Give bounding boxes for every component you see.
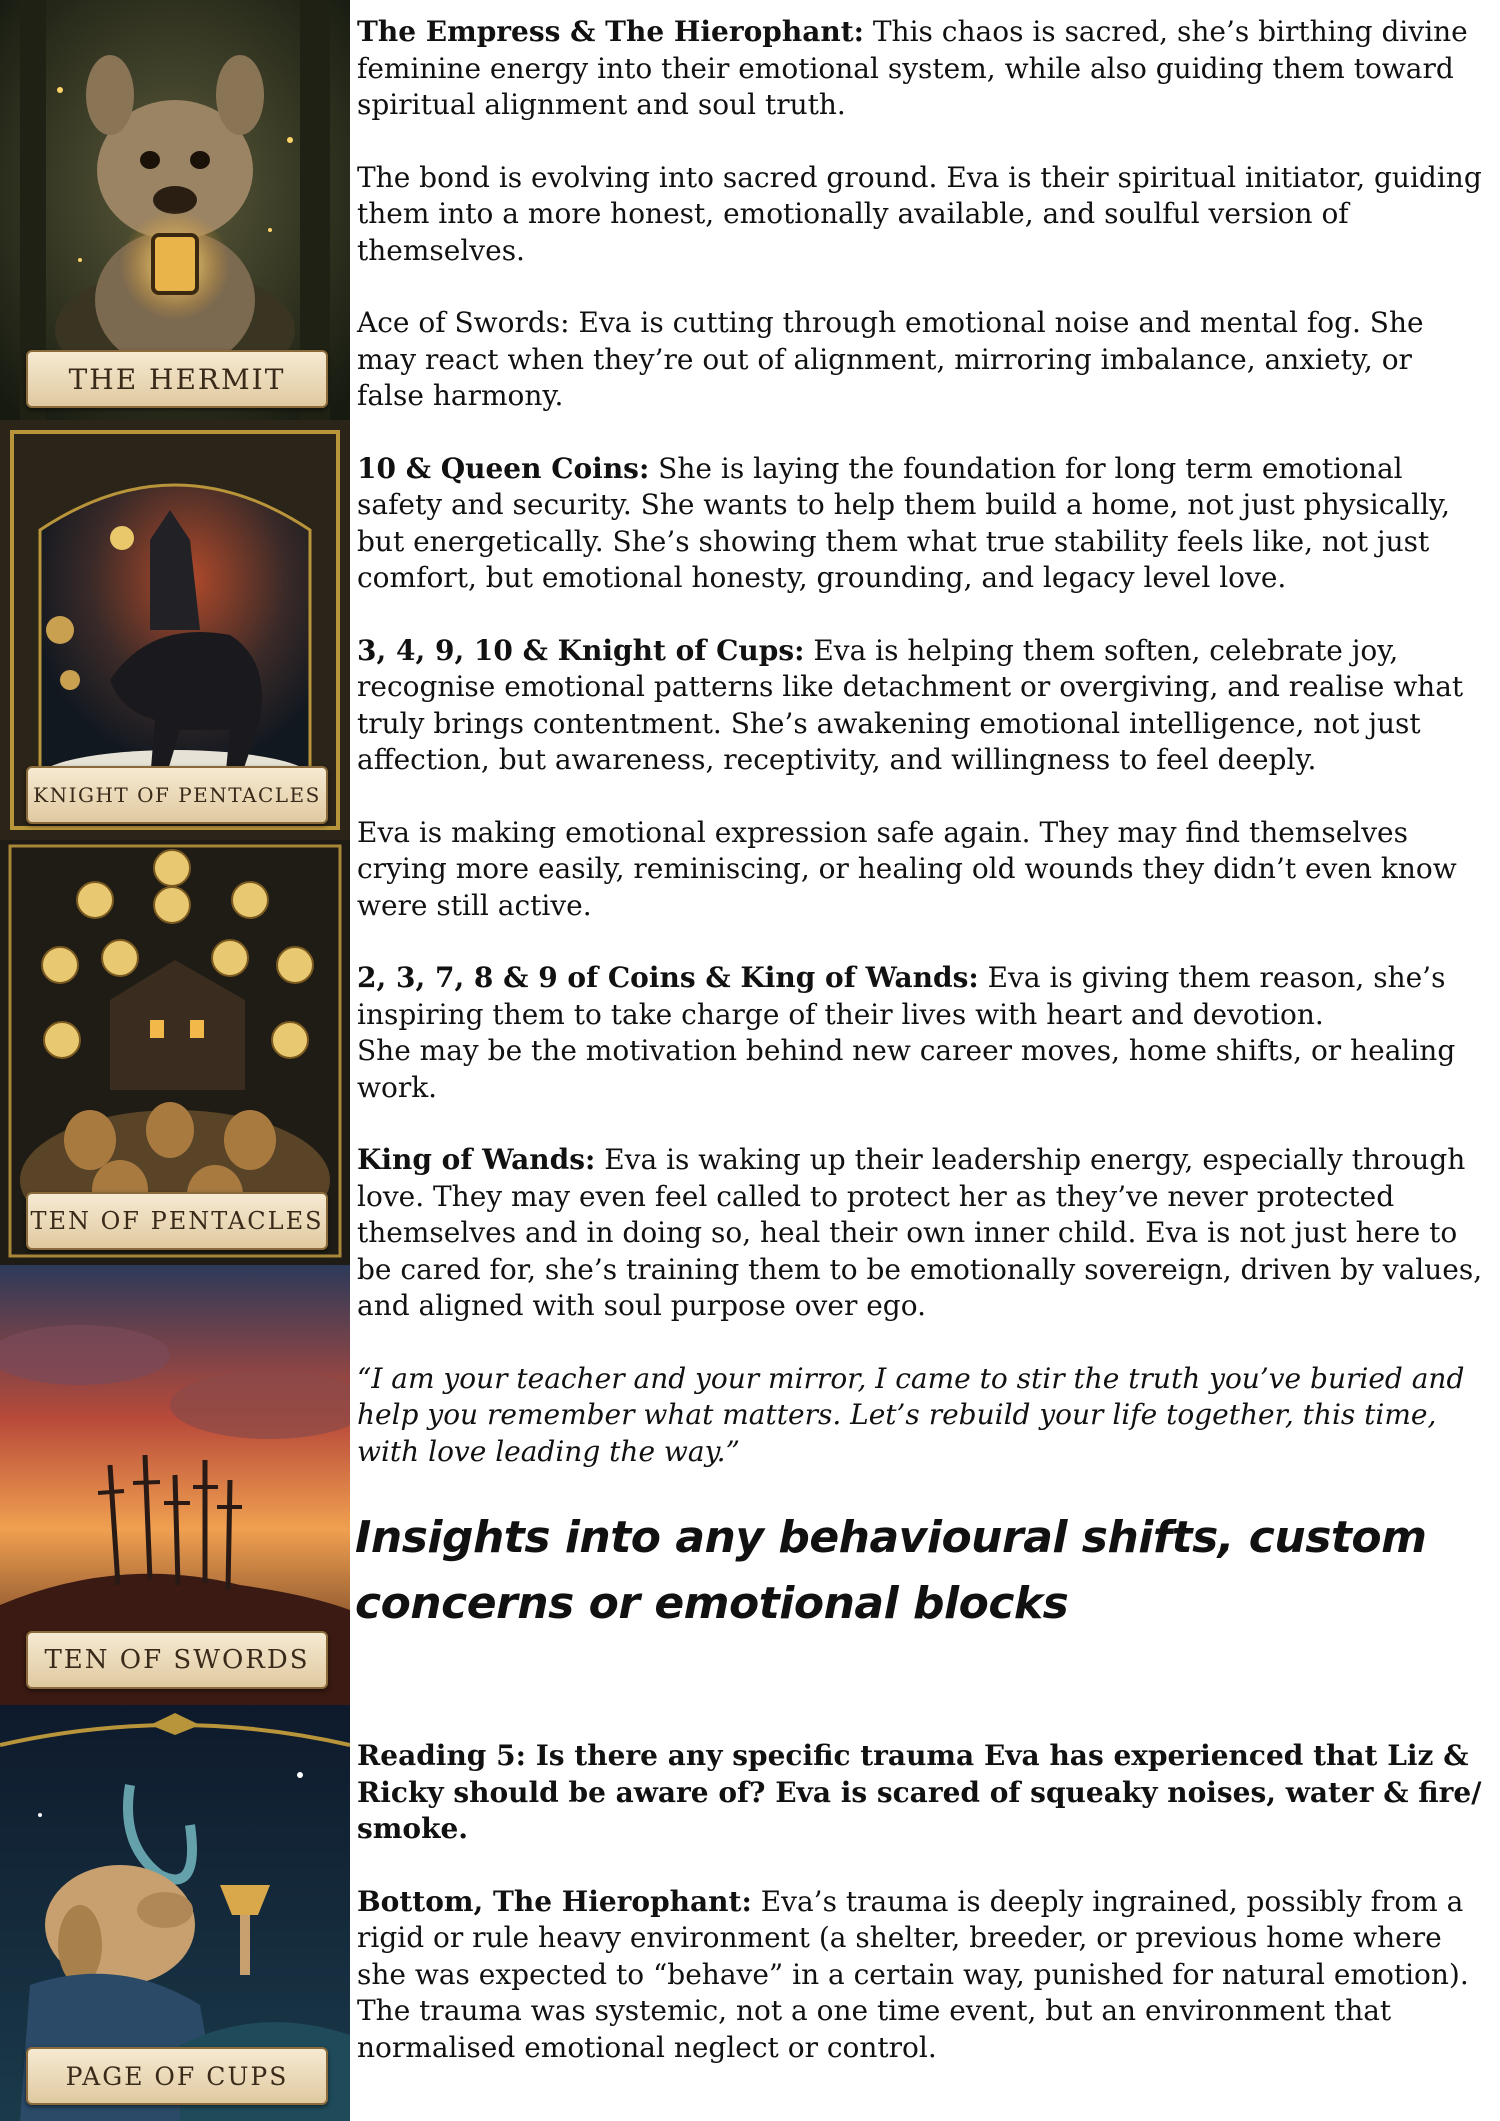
paragraph-body: Eva is helping them soften, celebrate joy, recognise emotional patterns like detachment or overgiving, and realise what truly brings contentment. She’s awakening emotional intelligence, not just affection, but awareness, receptivity, and willingness to feel deeply. — [357, 633, 1464, 776]
paragraph-lead: The Empress & The Hierophant: — [357, 15, 864, 48]
card-label-banner: TEN OF SWORDS — [26, 1631, 328, 1689]
tarot-card-strip — [0, 0, 350, 2121]
tarot-card-ten-of-pentacles — [0, 840, 350, 1265]
tarot-card-ten-of-swords — [0, 1265, 350, 1705]
paragraph-body: Eva is making emotional expression safe again. They may find themselves crying more easily, reminiscing, or healing old wounds they didn’t even know were still active. — [357, 815, 1457, 922]
paragraph-coins-king-of-wands — [357, 960, 1487, 1106]
paragraph-king-of-wands — [357, 1142, 1487, 1325]
paragraph-empress-hierophant — [357, 14, 1487, 124]
paragraph-body: She is laying the foundation for long term emotional safety and security. She wants to help them build a home, not just physically, but energetically. She’s showing them what true stability feels like, not just comfort, but emotional honesty, grounding, and legacy level love. — [357, 451, 1451, 594]
reading-answer — [357, 1884, 1487, 2067]
reading-answer-body: Eva’s trauma is deeply ingrained, possibly from a rigid or rule heavy environment (a shelter, breeder, or previous home where she was expected to “behave” in a certain way, punished for natural emotion). The trauma was systemic, not a one time event, but an environment that normalised emotional neglect or control. — [357, 1884, 1469, 2064]
reading-answer-lead: Bottom, The Hierophant: — [357, 1884, 752, 1918]
paragraph-body-continued: She may be the motivation behind new career moves, home shifts, or healing work. — [357, 1034, 1456, 1104]
tarot-card-page-of-cups — [0, 1705, 350, 2121]
reading-question: Reading 5: Is there any specific trauma Eva has experienced that Liz & Ricky should be aware of? Eva is scared of squeaky noises, water & fire/ smoke. — [357, 1739, 1482, 1845]
eva-quote: “I am your teacher and your mirror, I came to stir the truth you’ve buried and help you remember what matters. Let’s rebuild your life together, this time, with love leading the way.” — [357, 1361, 1465, 1468]
paragraph-body: Eva is giving them reason, she’s inspiring them to take charge of their lives with heart and devotion. — [357, 961, 1446, 1031]
paragraph-emotional-expression — [357, 815, 1487, 925]
reading-text-column — [357, 14, 1487, 1506]
card-label-banner: KNIGHT OF PENTACLES — [26, 766, 328, 824]
paragraph-queen-coins — [357, 451, 1487, 597]
paragraph-lead: 10 & Queen Coins: — [357, 451, 650, 485]
tarot-card-the-hermit — [0, 0, 350, 420]
paragraph-lead: 3, 4, 9, 10 & Knight of Cups: — [357, 633, 805, 667]
paragraph-lead: King of Wands: — [357, 1143, 596, 1176]
reading-5-section — [357, 1738, 1487, 2102]
card-label-banner: THE HERMIT — [26, 350, 328, 408]
section-heading: Insights into any behavioural shifts, custom concerns or emotional blocks — [355, 1512, 1427, 1629]
paragraph-lead: 2, 3, 7, 8 & 9 of Coins & King of Wands: — [357, 961, 979, 994]
paragraph-body: The bond is evolving into sacred ground. Eva is their spiritual initiator, guiding them into a more honest, emotionally available, and soulful version of themselves. — [357, 160, 1482, 267]
tarot-card-knight-of-pentacles — [0, 420, 350, 840]
paragraph-body: Eva is waking up their leadership energy, especially through love. They may even feel called to protect her as they’ve never protected themselves and in doing so, heal their own inner child. Eva is not just here to be cared for, she’s training them to be emotionally sovereign, driven by values, and aligned with soul purpose over ego. — [357, 1143, 1483, 1322]
paragraph-body: This chaos is sacred, she’s birthing divine feminine energy into their emotional system, while also guiding them toward spiritual alignment and soul truth. — [357, 15, 1468, 121]
card-label-banner: PAGE OF CUPS — [26, 2047, 328, 2105]
paragraph-sacred-ground — [357, 160, 1487, 270]
paragraph-knight-of-cups — [357, 633, 1487, 779]
card-label-banner: TEN OF PENTACLES — [26, 1192, 328, 1250]
paragraph-body: Ace of Swords: Eva is cutting through emotional noise and mental fog. She may react when they’re out of alignment, mirroring imbalance, anxiety, or false harmony. — [357, 306, 1424, 412]
paragraph-ace-of-swords — [357, 305, 1487, 415]
